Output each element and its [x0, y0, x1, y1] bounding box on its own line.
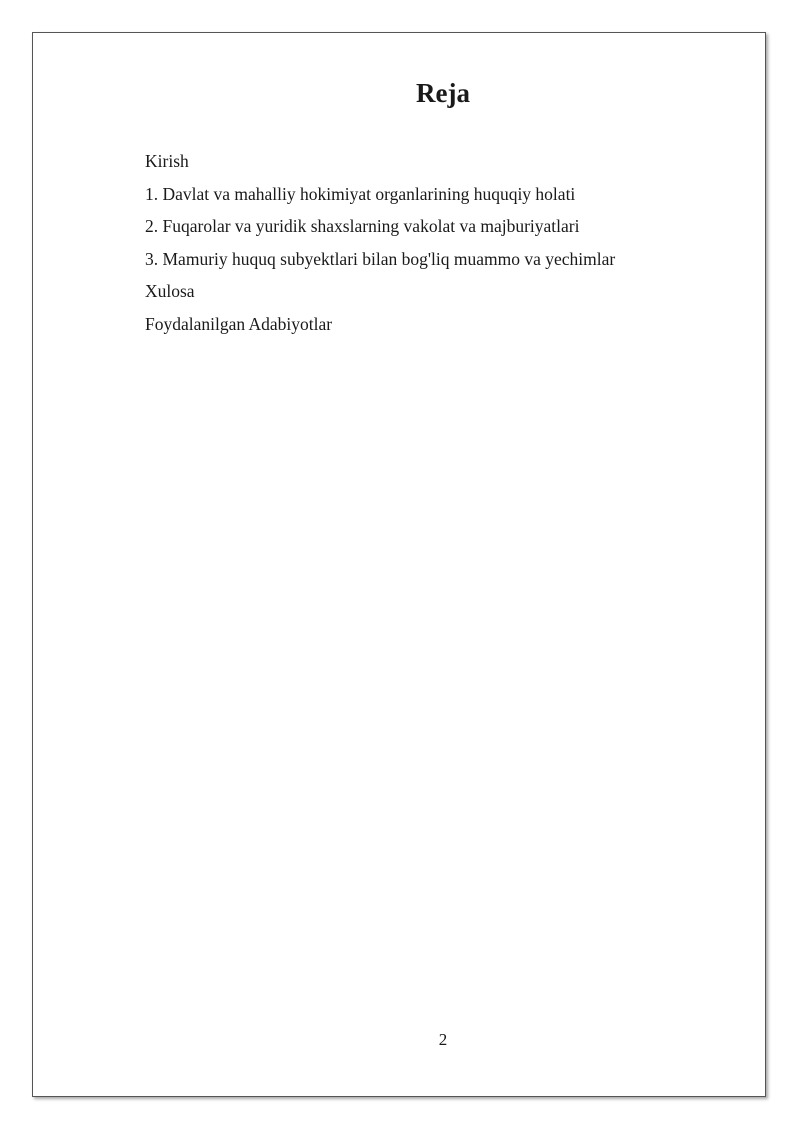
table-of-contents — [145, 145, 615, 340]
toc-item-chapter-3: 3. Mamuriy huquq subyektlari bilan bog'liq muammo va yechimlar — [145, 248, 616, 269]
toc-item-conclusion: Xulosa — [145, 281, 195, 301]
toc-item-introduction: Kirish — [145, 151, 189, 171]
toc-item-references: Foydalanilgan Adabiyotlar — [145, 313, 333, 334]
page-number: 2 — [438, 1030, 448, 1049]
page-title: Reja — [416, 78, 470, 108]
toc-item-chapter-2: 2. Fuqarolar va yuridik shaxslarning vakolat va majburiyatlari — [145, 216, 580, 236]
toc-item-chapter-1: 1. Davlat va mahalliy hokimiyat organlarining huquqiy holati — [145, 183, 576, 204]
